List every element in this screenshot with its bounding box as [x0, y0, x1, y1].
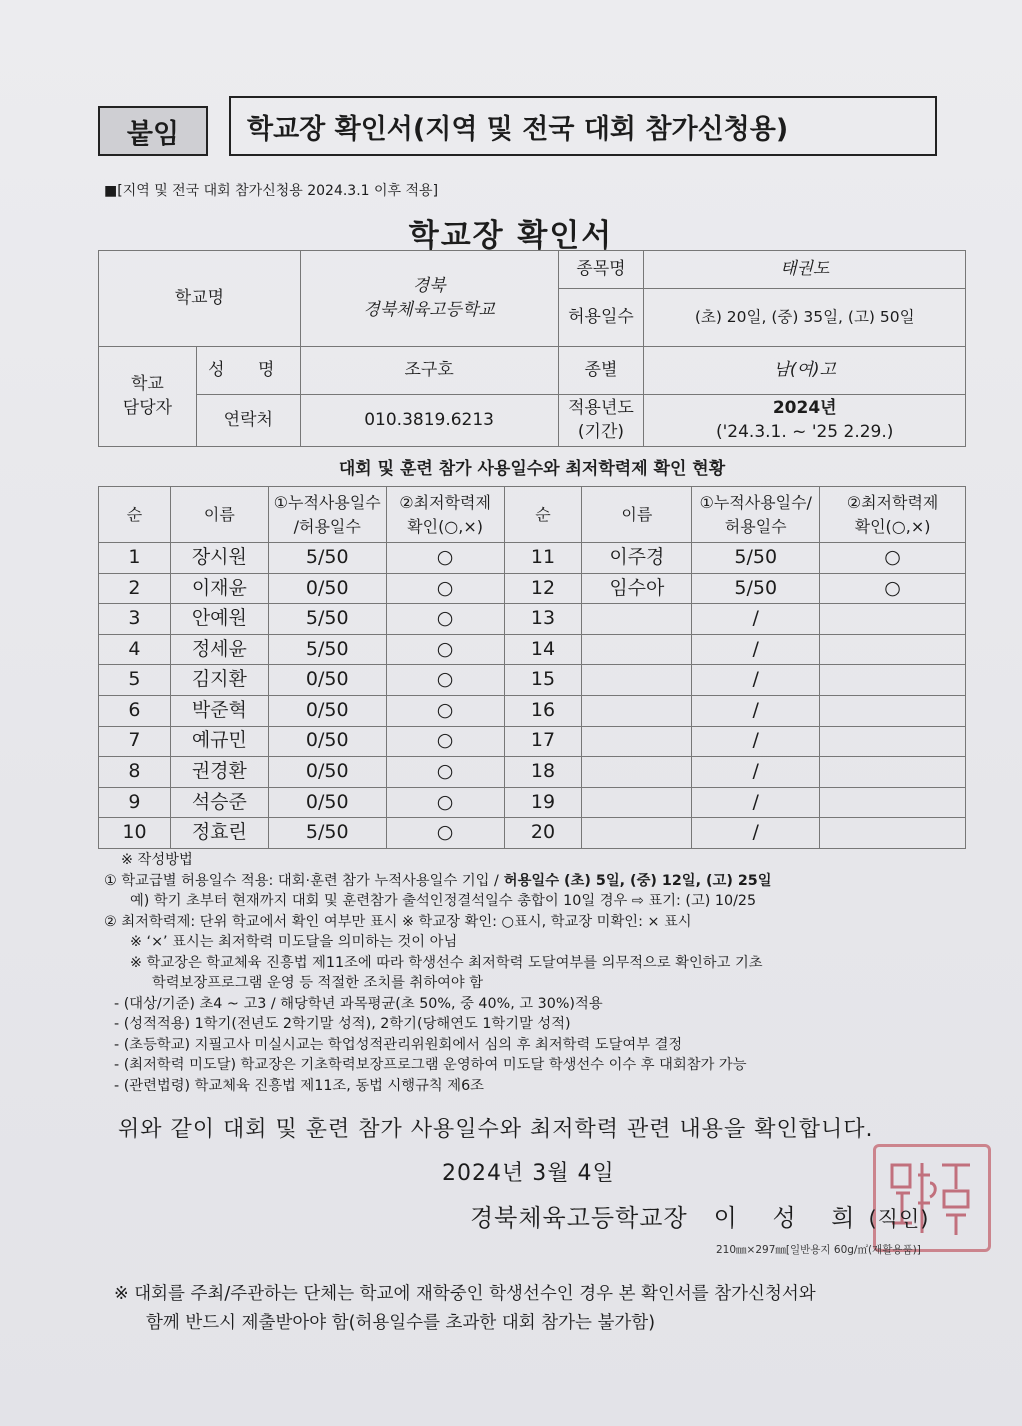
page-title: 학교장 확인서 — [408, 218, 614, 254]
header-days-right-line2: 허용일수 — [724, 516, 787, 536]
school-name: 경북체육고등학교 — [363, 299, 495, 320]
cell-check-right: ○ — [820, 573, 966, 604]
year-label-line1: 적용년도 — [568, 397, 634, 418]
footer-note — [114, 1280, 964, 1338]
cell-days-right: / — [692, 787, 820, 818]
header-name-right: 이름 — [582, 487, 692, 543]
cell-seq-right: 13 — [504, 604, 582, 635]
cell-name-left: 장시원 — [170, 543, 268, 574]
cell-seq-left: 6 — [99, 695, 171, 726]
table-row — [99, 634, 966, 665]
school-label: 학교명 — [99, 251, 301, 347]
cell-days-left: 5/50 — [268, 634, 386, 665]
status-title: 대회 및 훈련 참가 사용일수와 최저학력제 확인 현황 — [338, 459, 726, 479]
cell-days-right: / — [692, 757, 820, 788]
cell-check-right — [820, 634, 966, 665]
cell-seq-right: 16 — [504, 695, 582, 726]
guide-line-3: ② 최저학력제: 단위 학교에서 확인 여부만 표시 ※ 학교장 확인: ○표시, 학교장 미확인: × 표시 — [104, 913, 692, 930]
signer-name: 이 성 희 — [713, 1204, 869, 1232]
header-name-left: 이름 — [170, 487, 268, 543]
doc-heading: 학교장 확인서(지역 및 전국 대회 참가신청용) — [247, 113, 789, 145]
guide-line-1 — [104, 871, 974, 892]
cell-name-left: 권경환 — [170, 757, 268, 788]
cell-check-left: ○ — [386, 543, 504, 574]
paper-spec: 210㎜×297㎜[일반용지 60g/㎡(재활용품)] — [716, 1244, 921, 1256]
cell-name-right — [582, 634, 692, 665]
header-days-right — [692, 487, 820, 543]
cell-name-right: 임수아 — [582, 573, 692, 604]
cell-days-right: / — [692, 665, 820, 696]
allowed-label: 허용일수 — [558, 289, 644, 347]
cell-name-right — [582, 665, 692, 696]
cell-days-left: 0/50 — [268, 726, 386, 757]
name-label: 성 명 — [196, 347, 300, 395]
cell-seq-right: 15 — [504, 665, 582, 696]
header-seq-left: 순 — [99, 487, 171, 543]
header-seq-right: 순 — [504, 487, 582, 543]
header-check-right-line2: 확인(○,×) — [854, 516, 931, 536]
guide-line-4: ※ ‘×’ 표시는 최저학력 미도달을 의미하는 것이 아님 — [130, 934, 458, 950]
cell-check-right: ○ — [820, 543, 966, 574]
cell-name-right — [582, 757, 692, 788]
writing-guide — [104, 850, 974, 1096]
guide-line-2: 예) 학기 초부터 현재까지 대회 및 훈련참가 출석인정결석일수 총합이 10일 경우 ⇨ 표기: (고) 10/25 — [130, 893, 757, 909]
guide-line-1b: 허용일수 (초) 5일, (중) 12일, (고) 25일 — [498, 872, 772, 889]
cell-check-left: ○ — [386, 573, 504, 604]
cell-days-right: / — [692, 726, 820, 757]
confirm-statement: 위와 같이 대회 및 훈련 참가 사용일수와 최저학력 관련 내용을 확인합니다. — [118, 1117, 874, 1142]
school-region: 경북 — [412, 275, 446, 296]
contact-value: 010.3819.6213 — [300, 395, 558, 447]
cell-days-left: 0/50 — [268, 787, 386, 818]
contact-label: 연락처 — [196, 395, 300, 447]
cell-seq-left: 4 — [99, 634, 171, 665]
table-row — [99, 726, 966, 757]
info-table — [98, 250, 966, 447]
header-check-right — [820, 487, 966, 543]
guide-line-7: - (대상/기준) 초4 ~ 고3 / 해당학년 과목평균(초 50%, 중 40%, 고 30%)적용 — [114, 995, 603, 1012]
year-value: 2024년 — [772, 397, 837, 418]
issue-date: 2024년 3월 4일 — [442, 1161, 615, 1186]
table-row — [99, 573, 966, 604]
cell-seq-right: 20 — [504, 818, 582, 849]
cell-name-right — [582, 604, 692, 635]
table-row — [99, 818, 966, 849]
school-cell — [300, 251, 558, 347]
cell-check-right — [820, 757, 966, 788]
cell-seq-right: 12 — [504, 573, 582, 604]
table-row — [99, 665, 966, 696]
period-value: ('24.3.1. ~ '25 2.29.) — [715, 421, 894, 442]
table-row — [99, 787, 966, 818]
signer-line — [470, 1198, 929, 1233]
cell-days-left: 0/50 — [268, 665, 386, 696]
cell-seq-left: 1 — [99, 543, 171, 574]
cell-check-left: ○ — [386, 604, 504, 635]
guide-line-8: - (성적적용) 1학기(전년도 2학기말 성적), 2학기(당해연도 1학기말 성적) — [114, 1016, 571, 1032]
cell-name-left: 안예원 — [170, 604, 268, 635]
signer-title: 경북체육고등학교장 — [470, 1204, 688, 1232]
cell-check-left: ○ — [386, 665, 504, 696]
cell-check-left: ○ — [386, 787, 504, 818]
cell-name-right — [582, 818, 692, 849]
cell-name-left: 석승준 — [170, 787, 268, 818]
event-value: 태권도 — [644, 251, 966, 289]
cell-seq-right: 17 — [504, 726, 582, 757]
event-label: 종목명 — [558, 251, 644, 289]
manager-label-line2: 담당자 — [122, 397, 173, 418]
apply-note: ■[지역 및 전국 대회 참가신청용 2024.3.1 이후 적용] — [104, 183, 439, 199]
cell-name-right — [582, 726, 692, 757]
guide-line-5: ※ 학교장은 학교체육 진흥법 제11조에 따라 학생선수 최저학력 도달여부를 의무적으로 확인하고 기초 — [130, 954, 763, 971]
table-row — [99, 757, 966, 788]
cell-name-left: 박준혁 — [170, 695, 268, 726]
table-row — [99, 604, 966, 635]
cell-days-left: 5/50 — [268, 604, 386, 635]
cell-seq-right: 14 — [504, 634, 582, 665]
table-row — [99, 695, 966, 726]
cell-check-left: ○ — [386, 634, 504, 665]
gender-value: 남(여)고 — [644, 347, 966, 395]
status-table — [98, 486, 966, 849]
cell-days-left: 0/50 — [268, 695, 386, 726]
doc-heading-box — [229, 96, 937, 156]
cell-days-right: 5/50 — [692, 543, 820, 574]
cell-name-left: 김지환 — [170, 665, 268, 696]
cell-days-right: / — [692, 818, 820, 849]
guide-line-1a: ① 학교급별 허용일수 적용: 대회·훈련 참가 누적사용일수 기입 / — [104, 872, 499, 889]
header-check-right-line1: ②최저학력제 — [846, 492, 939, 512]
cell-name-right — [582, 695, 692, 726]
year-label — [558, 395, 644, 447]
header-check-left — [386, 487, 504, 543]
manager-label-line1: 학교 — [131, 373, 164, 394]
footer-line-2: 함께 반드시 제출받아야 함(허용일수를 초과한 대회 참가는 불가함) — [146, 1313, 656, 1333]
footer-line-1: ※ 대회를 주최/주관하는 단체는 학교에 재학중인 학생선수인 경우 본 확인서를 참가신청서와 — [114, 1284, 816, 1304]
table-row — [99, 543, 966, 574]
gender-label: 종별 — [558, 347, 644, 395]
cell-seq-left: 3 — [99, 604, 171, 635]
cell-name-left: 예규민 — [170, 726, 268, 757]
header-days-right-line1: ①누적사용일수/ — [699, 492, 812, 512]
cell-days-right: / — [692, 634, 820, 665]
cell-check-right — [820, 604, 966, 635]
header-days-left — [268, 487, 386, 543]
name-value: 조구호 — [300, 347, 558, 395]
status-table-body — [99, 543, 966, 849]
cell-check-right — [820, 787, 966, 818]
year-cell — [644, 395, 966, 447]
cell-days-left: 0/50 — [268, 573, 386, 604]
cell-name-right — [582, 787, 692, 818]
cell-check-right — [820, 818, 966, 849]
attach-label-box — [98, 106, 208, 156]
year-label-line2: (기간) — [577, 421, 625, 442]
header-days-left-line2: /허용일수 — [293, 516, 361, 536]
cell-seq-left: 5 — [99, 665, 171, 696]
cell-seq-left: 9 — [99, 787, 171, 818]
cell-check-left: ○ — [386, 818, 504, 849]
cell-seq-right: 19 — [504, 787, 582, 818]
cell-check-left: ○ — [386, 726, 504, 757]
cell-check-left: ○ — [386, 695, 504, 726]
cell-name-left: 정세윤 — [170, 634, 268, 665]
cell-name-left: 정효린 — [170, 818, 268, 849]
header-days-left-line1: ①누적사용일수 — [273, 492, 381, 512]
cell-seq-left: 7 — [99, 726, 171, 757]
guide-line-11: - (관련법령) 학교체육 진흥법 제11조, 동법 시행규칙 제6조 — [114, 1077, 484, 1094]
cell-seq-left: 2 — [99, 573, 171, 604]
guide-line-6: 학력보장프로그램 운영 등 적절한 조치를 취하여야 함 — [152, 975, 484, 991]
cell-check-right — [820, 726, 966, 757]
guide-line-9: - (초등학교) 지필고사 미실시교는 학업성적관리위원회에서 심의 후 최저학력 도달여부 결정 — [114, 1036, 683, 1053]
attach-label: 붙임 — [126, 118, 180, 150]
cell-days-right: / — [692, 695, 820, 726]
cell-days-left: 5/50 — [268, 818, 386, 849]
cell-days-left: 5/50 — [268, 543, 386, 574]
cell-seq-right: 18 — [504, 757, 582, 788]
cell-check-right — [820, 665, 966, 696]
allowed-value: (초) 20일, (중) 35일, (고) 50일 — [644, 289, 966, 347]
cell-days-left: 0/50 — [268, 757, 386, 788]
header-check-left-line2: 확인(○,×) — [407, 516, 484, 536]
manager-label — [99, 347, 197, 447]
guide-heading: ※ 작성방법 — [121, 852, 193, 868]
cell-check-right — [820, 695, 966, 726]
cell-days-right: / — [692, 604, 820, 635]
cell-seq-left: 10 — [99, 818, 171, 849]
cell-days-right: 5/50 — [692, 573, 820, 604]
cell-seq-right: 11 — [504, 543, 582, 574]
seal-label: (직인) — [868, 1207, 930, 1231]
cell-check-left: ○ — [386, 757, 504, 788]
cell-name-left: 이재윤 — [170, 573, 268, 604]
cell-name-right: 이주경 — [582, 543, 692, 574]
header-check-left-line1: ②최저학력제 — [399, 492, 491, 512]
guide-line-10: - (최저학력 미도달) 학교장은 기초학력보장프로그램 운영하여 미도달 학생선수 이수 후 대회참가 가능 — [114, 1057, 747, 1073]
cell-seq-left: 8 — [99, 757, 171, 788]
